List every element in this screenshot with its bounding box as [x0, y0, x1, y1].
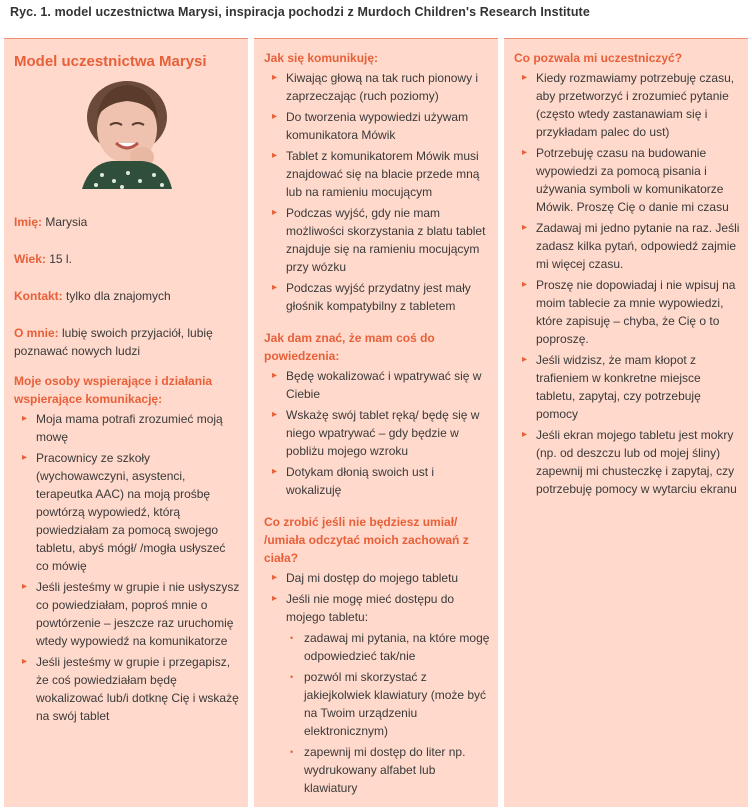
list-item: ▸ Kiwając głową na tak ruch pionowy i zaprzeczając (ruch poziomy) [264, 69, 490, 105]
field-value: Marysia [42, 215, 88, 229]
sub-list-item: • pozwól mi skorzystać z jakiejkolwiek klawiatury (może być na Twoim urządzeniu elektronicznym) [264, 668, 490, 740]
communication-panel [254, 38, 498, 807]
how-i-communicate-section [264, 49, 490, 315]
list-item: ▸ Podczas wyjść, gdy nie mam możliwości skorzystania z blatu tablet znajduje się na ramieniu mocującym przy wózku [264, 204, 490, 276]
field-label: Wiek: [14, 252, 46, 266]
bullet-list [264, 569, 490, 626]
section-title: Moje osoby wspierające i działania wspierające komunikację: [14, 374, 213, 406]
list-item: ▸ Jeśli jesteśmy w grupie i nie usłyszysz co powiedziałam, poproś mnie o powtórzenie – jeszcze raz uruchomię wtedy wypowiedź na komunikatorze [14, 578, 240, 650]
section-title: Jak się komunikuję: [264, 51, 379, 65]
sub-list [264, 629, 490, 797]
list-item-text: Jeśli nie mogę mieć dostępu do mojego tabletu: [286, 592, 455, 624]
list-item: ▸ Jeśli widzisz, że mam kłopot z trafieniem w konkretne miejsce tabletu, zapytaj, czy potrzebuję pomocy [514, 351, 740, 423]
signal-section [264, 329, 490, 499]
list-item: ▸ Jeśli ekran mojego tabletu jest mokry (np. od deszczu lub od mojej śliny) zapewnij mi chusteczkę i zapytaj, czy potrzebuję pomocy w wytarciu ekranu [514, 426, 740, 498]
bullet-list [264, 69, 490, 315]
field-value: 15 l. [45, 252, 72, 266]
support-list [14, 410, 240, 725]
list-item: ▸ Zadawaj mi jedno pytanie na raz. Jeśli zadasz kilka pytań, odpowiedź zajmie mi więcej czasu. [514, 219, 740, 273]
list-item: ▸ Pracownicy ze szkoły (wychowawczyni, asystenci, terapeutka AAC) na moją prośbę powtórzą wypowiedź, którą powiedziałam za pomocą swojego tabletu, abyś mógł/ /mogła usłyszeć co mówię [14, 449, 240, 575]
bullet-list [514, 69, 740, 498]
participation-panel [504, 38, 748, 807]
field-age [14, 250, 240, 268]
list-item: ▸ Daj mi dostęp do mojego tabletu [264, 569, 490, 587]
section-title: Co zrobić jeśli nie będziesz umiał/ /umiała odczytać moich zachowań z ciała? [264, 515, 469, 565]
sub-list-item: • zadawaj mi pytania, na które mogę odpowiedzieć tak/nie [264, 629, 490, 665]
section-title: Jak dam znać, że mam coś do powiedzenia: [264, 331, 435, 363]
list-item: ▸ Jeśli jesteśmy w grupie i przegapisz, że coś powiedziałam będę wokalizować lub/i dotknę Cię i wskażę na swój tablet [14, 653, 240, 725]
list-item: ▸ Kiedy rozmawiamy potrzebuję czasu, aby przetworzyć i zrozumieć pytanie (często wtedy zastanawiam się i przykładam palec do ust) [514, 69, 740, 141]
list-item: ▸ Potrzebuję czasu na budowanie wypowiedzi za pomocą pisania i używania symboli w komunikatorze Mówik. Proszę Cię o danie mi czasu [514, 144, 740, 216]
field-label: O mnie: [14, 326, 59, 340]
figure-caption: Ryc. 1. model uczestnictwa Marysi, inspiracja pochodzi z Murdoch Children's Research Institute [10, 5, 590, 19]
list-item: ▸ Proszę nie dopowiadaj i nie wpisuj na moim tablecie za mnie wypowiedzi, które zapisuję – chyba, że Cię o to poproszę. [514, 276, 740, 348]
field-contact [14, 287, 240, 305]
field-label: Imię: [14, 215, 43, 229]
profile-photo [72, 77, 182, 189]
field-name [14, 213, 240, 231]
list-item: ▸ Tablet z komunikatorem Mówik musi znajdować się na blacie przede mną lub na ramieniu mocującym [264, 147, 490, 201]
panel-title: Model uczestnictwa Marysi [14, 53, 207, 70]
field-value: tylko dla znajomych [62, 289, 171, 303]
field-label: Kontakt: [14, 289, 63, 303]
list-item: ▸ Podczas wyjść przydatny jest mały głośnik kompatybilny z tabletem [264, 279, 490, 315]
fallback-section [264, 513, 490, 797]
list-item: ▸ Wskażę swój tablet ręką/ będę się w niego wpatrywać – gdy będzie w pobliżu mojego wzroku [264, 406, 490, 460]
profile-panel [4, 38, 248, 807]
section-title: Co pozwala mi uczestniczyć? [514, 51, 683, 65]
list-item: ▸ Moja mama potrafi zrozumieć moją mowę [14, 410, 240, 446]
field-value: lubię swoich przyjaciół, lubię poznawać nowych ludzi [14, 326, 213, 358]
list-item [264, 590, 490, 626]
list-item: ▸ Dotykam dłonią swoich ust i wokalizuję [264, 463, 490, 499]
list-item: ▸ Będę wokalizować i wpatrywać się w Ciebie [264, 367, 490, 403]
sub-list-item: • zapewnij mi dostęp do liter np. wydrukowany alfabet lub klawiatury [264, 743, 490, 797]
bullet-list [264, 367, 490, 499]
field-about [14, 324, 240, 360]
list-item: ▸ Do tworzenia wypowiedzi używam komunikatora Mówik [264, 108, 490, 144]
